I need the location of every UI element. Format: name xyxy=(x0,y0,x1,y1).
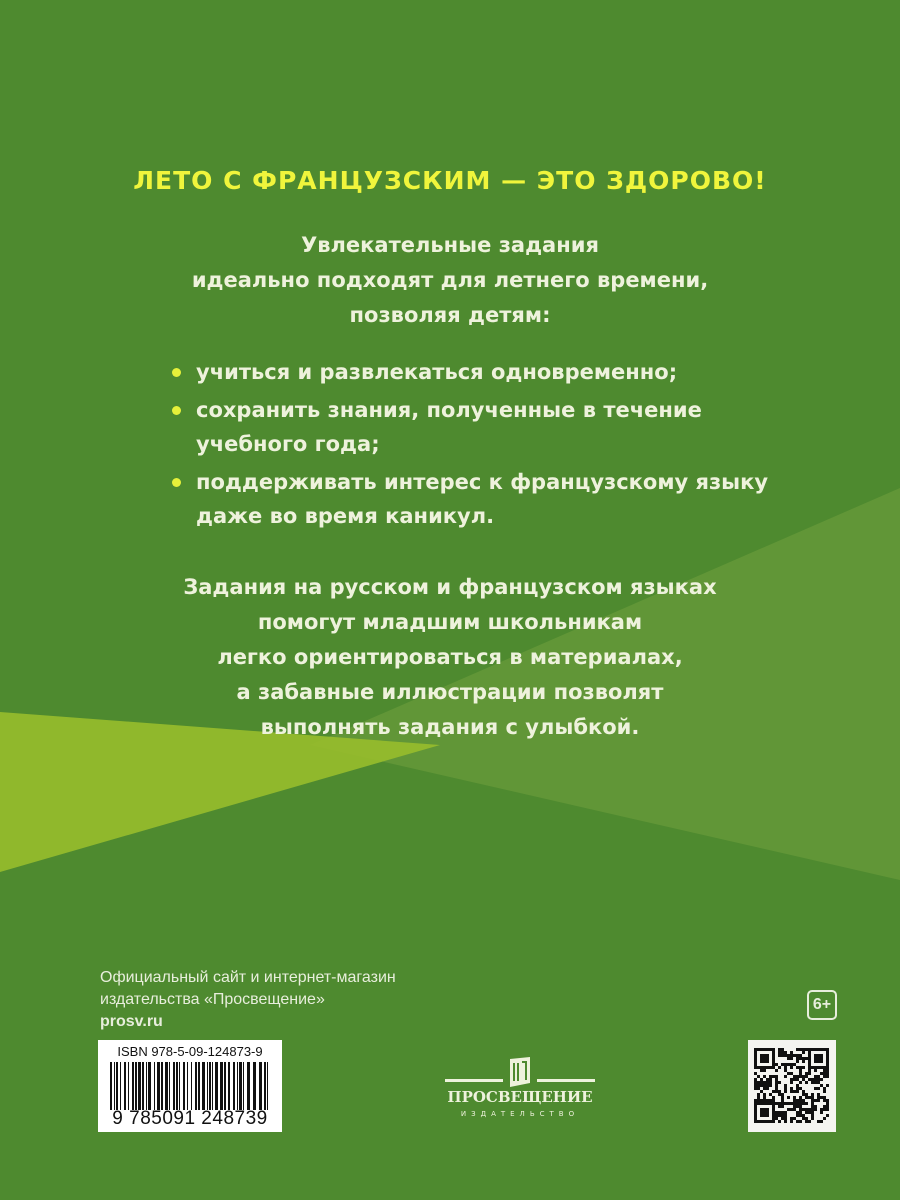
outro-line: помогут младшим школьникам xyxy=(257,610,643,634)
list-item-text: даже во время каникул. xyxy=(196,504,495,528)
intro-line: Увлекательные задания xyxy=(301,233,599,257)
publisher-subtitle: ИЗДАТЕЛЬСТВО xyxy=(460,1110,580,1118)
isbn-text: ISBN 978-5-09-124873-9 xyxy=(117,1044,263,1059)
outro-line: а забавные иллюстрации позволят xyxy=(236,680,664,704)
publisher-logo-icon xyxy=(440,1055,600,1089)
list-item-text: поддерживать интерес к французскому языку xyxy=(196,470,769,494)
benefit-list xyxy=(170,355,790,537)
intro-line: идеально подходят для летнего времени, xyxy=(191,268,709,292)
cover-headline: ЛЕТО С ФРАНЦУЗСКИМ — ЭТО ЗДОРОВО! xyxy=(133,166,767,195)
list-item xyxy=(170,465,790,533)
barcode-bars xyxy=(110,1062,272,1110)
site-text: издательства «Просвещение» xyxy=(100,991,325,1008)
outro-line: легко ориентироваться в материалах, xyxy=(217,645,683,669)
publisher-logo xyxy=(440,1055,600,1125)
outro-line: Задания на русском и французском языках xyxy=(183,575,717,599)
ean-number: 9 785091 248739 xyxy=(112,1108,268,1129)
publisher-site-info xyxy=(100,967,396,1033)
list-item-text: учебного года; xyxy=(196,432,380,456)
outro-line: выполнять задания с улыбкой. xyxy=(260,715,640,739)
list-item xyxy=(170,355,790,389)
intro-text xyxy=(0,228,900,333)
site-text: Официальный сайт и интернет-магазин xyxy=(100,969,396,986)
qr-code-icon xyxy=(748,1040,836,1132)
list-item xyxy=(170,393,790,461)
list-item-text: сохранить знания, полученные в течение xyxy=(196,398,702,422)
isbn-barcode xyxy=(98,1040,282,1132)
outro-text xyxy=(0,570,900,745)
age-rating-badge: 6+ xyxy=(807,990,837,1020)
list-item-text: учиться и развлекаться одновременно; xyxy=(196,360,678,384)
intro-line: позволяя детям: xyxy=(349,303,551,327)
bullet-icon xyxy=(172,368,181,377)
publisher-name: ПРОСВЕЩЕНИЕ xyxy=(447,1088,593,1106)
bullet-icon xyxy=(172,406,181,415)
qr-code xyxy=(748,1040,836,1132)
site-url: prosv.ru xyxy=(100,1013,163,1030)
bullet-icon xyxy=(172,478,181,487)
